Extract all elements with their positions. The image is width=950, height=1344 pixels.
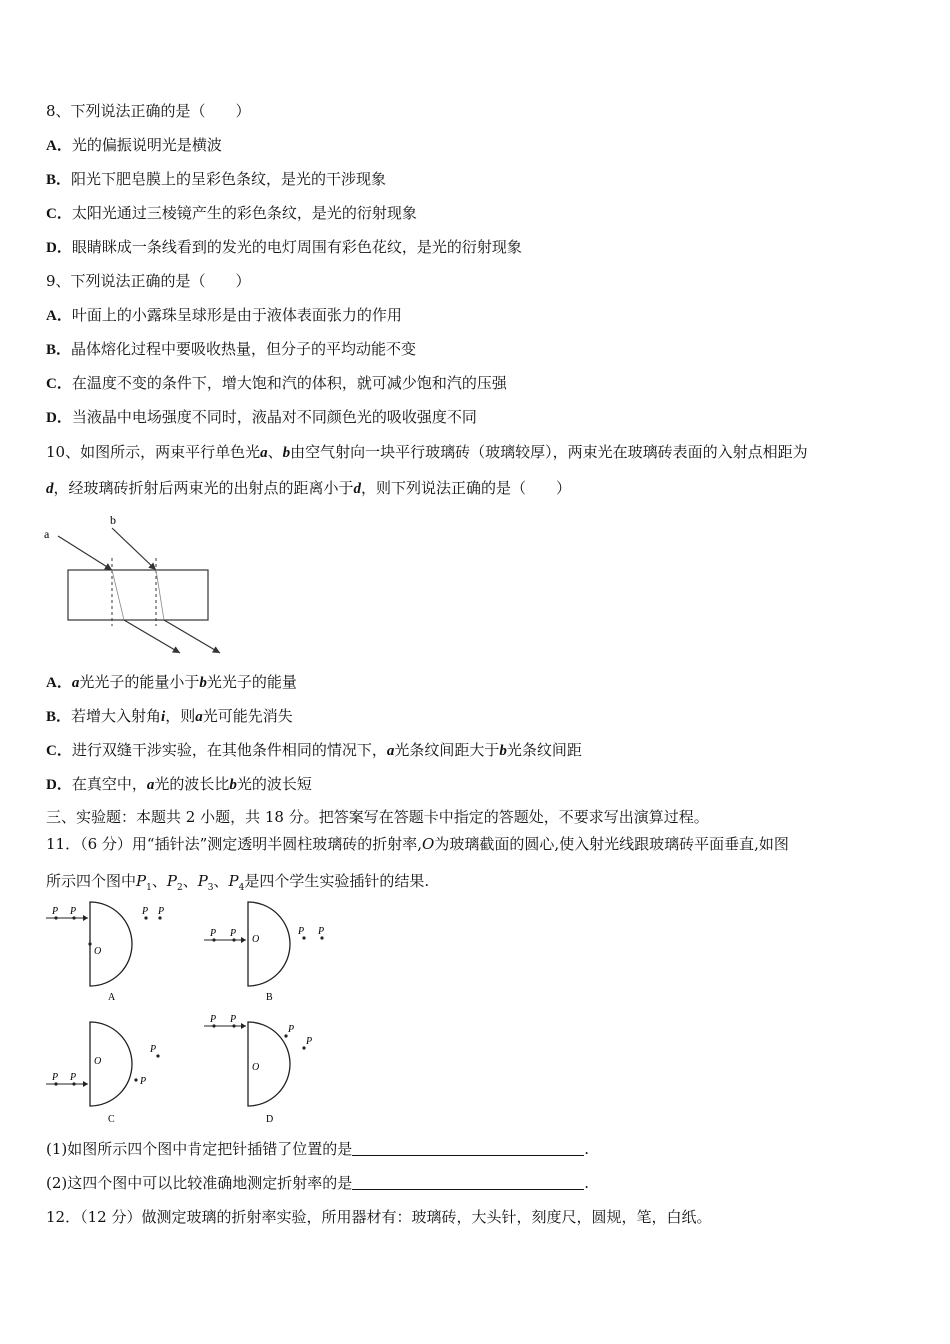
q10-glass-block-figure [40, 508, 240, 658]
panel-a-label: A [108, 992, 116, 1003]
svg-text:P: P [288, 1024, 295, 1035]
answer-blank-1[interactable] [352, 1141, 584, 1156]
panel-c [46, 1022, 160, 1125]
svg-text:O: O [94, 946, 102, 957]
q8-option-d: D．眼睛眯成一条线看到的发光的电灯周围有彩色花纹，是光的衍射现象 [46, 238, 522, 256]
q10-option-c: C．进行双缝干涉实验，在其他条件相同的情况下，a光条纹间距大于b光条纹间距 [46, 741, 582, 759]
q11-subquestion-2: (2)这四个图中可以比较准确地测定折射率的是 . [46, 1174, 590, 1192]
ray-b-label: b [110, 513, 116, 527]
svg-text:O: O [252, 1062, 260, 1073]
svg-text:P: P [298, 926, 305, 937]
q10-stem-line2: d，经玻璃砖折射后两束光的出射点的距离小于d，则下列说法正确的是（ ） [46, 479, 572, 497]
glass-block [68, 570, 208, 620]
svg-text:P: P [230, 1014, 237, 1025]
svg-text:P: P [140, 1076, 147, 1087]
q9-option-d: D．当液晶中电场强度不同时，液晶对不同颜色光的吸收强度不同 [46, 408, 477, 426]
q8-option-c: C．太阳光通过三棱镜产生的彩色条纹，是光的衍射现象 [46, 204, 417, 222]
ray-b-incident [112, 528, 156, 570]
q9-option-c: C．在温度不变的条件下，增大饱和汽的体积，就可减少饱和汽的压强 [46, 374, 507, 392]
q9-option-b: B．晶体熔化过程中要吸收热量，但分子的平均动能不变 [46, 340, 417, 358]
svg-text:P: P [210, 928, 217, 939]
svg-text:P: P [70, 1072, 77, 1083]
panel-b [204, 902, 324, 1003]
q11-stem-line2: 所示四个图中$P_1$、$P_2$、$P_3$、$P_4$是四个学生实验插针的结果. [46, 872, 430, 893]
svg-text:P: P [52, 1072, 59, 1083]
q10-option-a: A．a光光子的能量小于b光光子的能量 [46, 673, 297, 691]
svg-text:O: O [252, 934, 260, 945]
svg-text:P: P [230, 928, 237, 939]
panel-c-label: C [108, 1114, 115, 1125]
svg-text:P: P [150, 1044, 157, 1055]
svg-text:P: P [142, 906, 149, 917]
ray-b-refracted [156, 570, 164, 620]
panel-d [204, 1014, 312, 1125]
ray-a-refracted [112, 570, 124, 620]
svg-text:P: P [52, 906, 59, 917]
panel-b-label: B [266, 992, 273, 1003]
panel-a [46, 902, 164, 1003]
svg-text:P: P [210, 1014, 217, 1025]
svg-text:P: P [318, 926, 325, 937]
q11-subquestion-1: (1)如图所示四个图中肯定把针插错了位置的是 . [46, 1140, 590, 1158]
q11-stem-line1: 11．（6 分）用“插针法”测定透明半圆柱玻璃砖的折射率,O为玻璃截面的圆心,使入射光线跟玻璃砖平面垂直,如图 [46, 835, 789, 853]
panel-d-label: D [266, 1114, 274, 1125]
svg-text:O: O [94, 1056, 102, 1067]
q10-stem-line1: 10、如图所示，两束平行单色光a、b由空气射向一块平行玻璃砖（玻璃较厚），两束光在玻璃砖表面的入射点相距为 [46, 443, 808, 461]
q10-option-d: D．在真空中，a光的波长比b光的波长短 [46, 775, 312, 793]
q9-stem: 9、下列说法正确的是（ ） [46, 272, 251, 290]
section-3-heading: 三、实验题：本题共 2 小题，共 18 分。把答案写在答题卡中指定的答题处，不要求写出演算过程。 [46, 808, 709, 826]
svg-text:P: P [158, 906, 165, 917]
ray-a-label: a [44, 527, 50, 541]
svg-text:P: P [306, 1036, 313, 1047]
svg-text:P: P [70, 906, 77, 917]
q8-option-a: A．光的偏振说明光是横波 [46, 136, 222, 154]
q9-option-a: A．叶面上的小露珠呈球形是由于液体表面张力的作用 [46, 306, 402, 324]
q8-option-b: B．阳光下肥皂膜上的呈彩色条纹，是光的干涉现象 [46, 170, 387, 188]
ray-a-incident [58, 536, 112, 570]
q8-stem: 8、下列说法正确的是（ ） [46, 102, 251, 120]
q11-pin-figure [42, 898, 342, 1130]
q10-option-b: B．若增大入射角i，则a光可能先消失 [46, 707, 293, 725]
q12-stem: 12．（12 分）做测定玻璃的折射率实验，所用器材有：玻璃砖，大头针，刻度尺，圆规，笔，白纸。 [46, 1208, 712, 1226]
answer-blank-2[interactable] [352, 1175, 584, 1190]
